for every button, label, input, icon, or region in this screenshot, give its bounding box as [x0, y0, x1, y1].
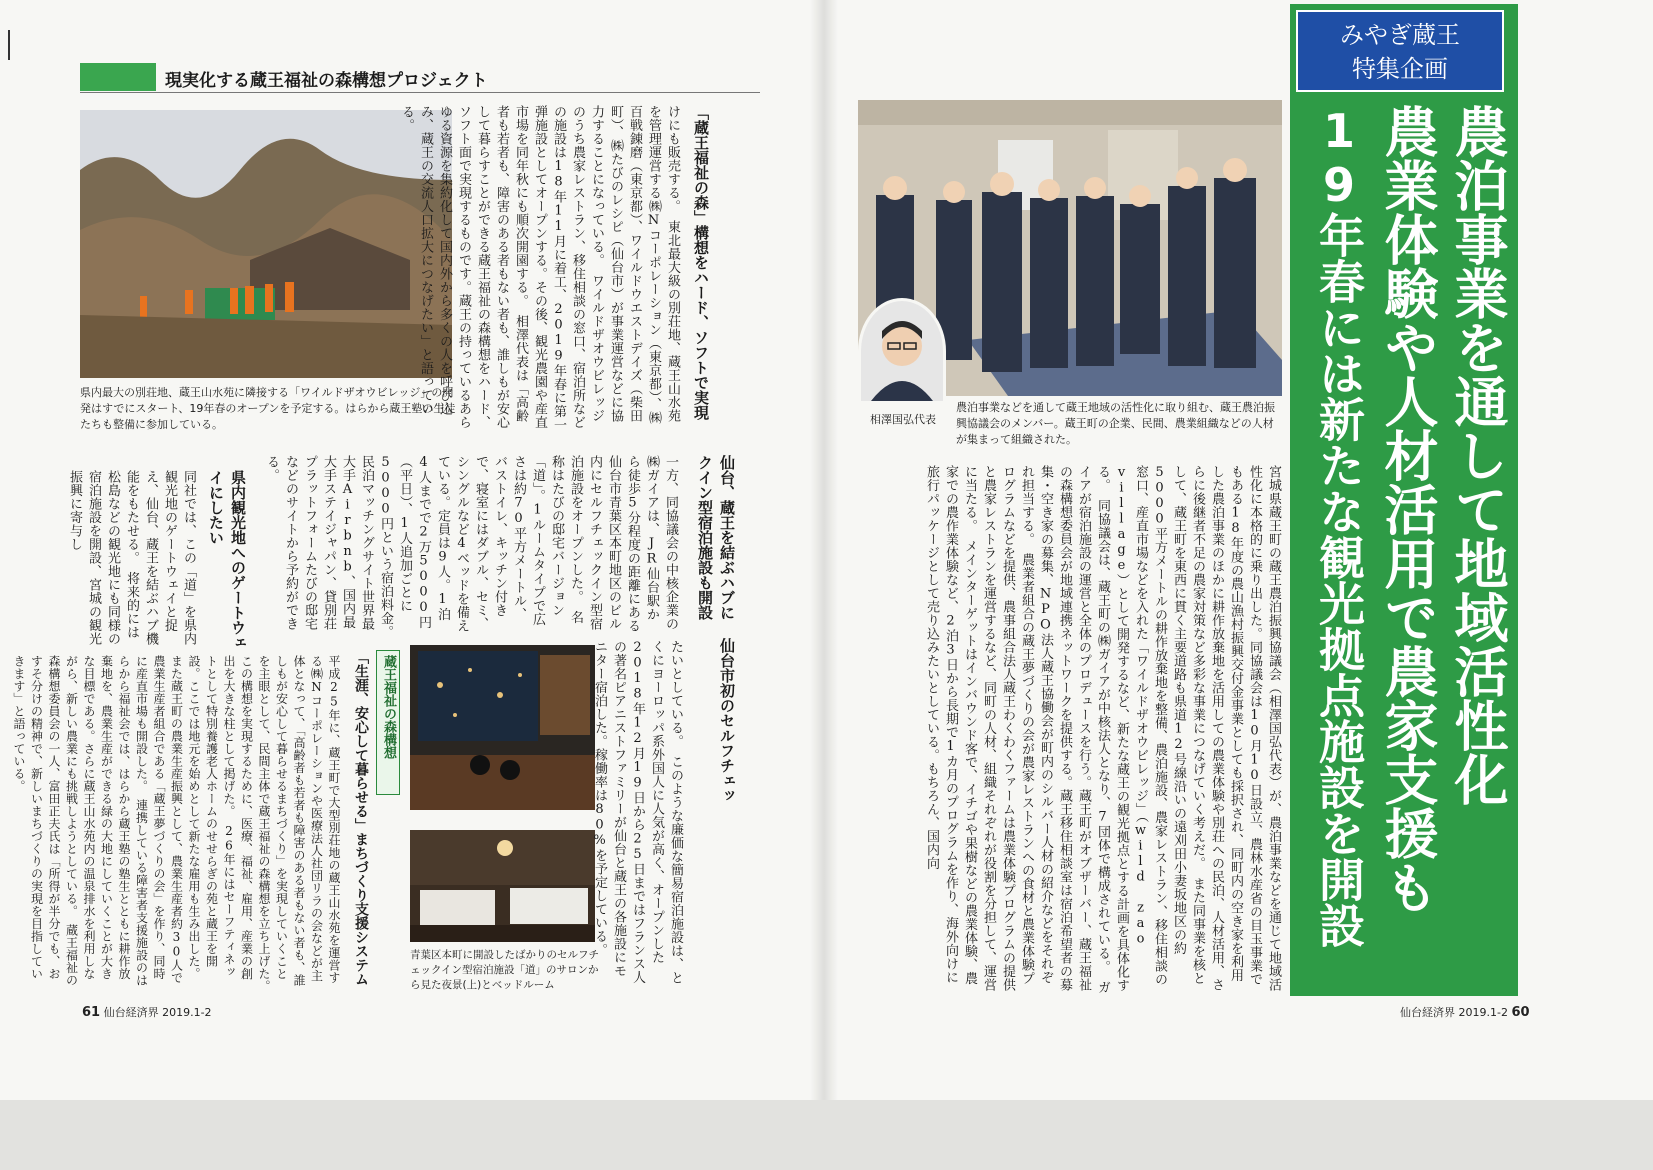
right-column: 農業者組合の蔵王夢づくりの会が農家レストランへの食材と農業体験プログラムなどを提供、農事組合法人蔵王わくわくファームは農業体験プログラムの提供と農家レストランを運営するなど、同町の人材、組織それぞれが役割を分担して、運営に当たる。 — [962, 465, 1034, 992]
hub-columns-continued — [592, 640, 685, 985]
right-column: また同事業を核として、蔵王町を東西に貫く主要道路も県道12号線沿いの遠刈田小妻坂地区の約5000平方メートルの耕作放棄地を整備、農泊施設、農家レストラン、移住相談の窓口、産直市場などを入れた「ワイルドザオウビレッジ」（wild zao village）として開発するなど、新たな蔵王の観光拠点とする計画を具体化する。 — [1095, 465, 1205, 992]
forest-concept-heading: 「生涯、安心して暮らせる」まちづくり支援システム — [353, 650, 369, 986]
right-column: 宮城県蔵王町の蔵王農泊振興協議会（相澤国弘代表）が、農泊事業などを通じて地域活性化に本格的に乗り出した。同協議会は10月10日設立、農林水産省の目玉事業でもある18年度の農山漁村振興交付金事業としても採択され、同町内の空き家を利用した農泊事業のほかに耕作放棄地を活用しての農業体験や別荘への民泊、人材活用、さらに後継者不足の農家対策など多彩な事業につなげていく考えだ。 — [1190, 465, 1281, 992]
gateway-column: 将来的には松島などの観光地にも同様の宿泊施設を開設、宮城の観光振興に寄与し — [67, 470, 139, 646]
hub-column: 名称はたびの邸宅バージョン「道」。1ルームタイプで広さは約70平方メートル、バストイレ、キッチン付きで、寝室にはダブル、セミ、シングルなど4ベッドを備えている。定員は9人。1泊4人までで2万5000円（平日）、1人追加ごとに5000円という宿泊料金。 — [378, 455, 583, 633]
headline-line-3: 19年春には新たな観光拠点施設を開設 — [1312, 104, 1366, 948]
section-label-bar — [80, 63, 156, 91]
gateway-column: 同社では、この「道」を県内観光地のゲートウェイと捉え、仙台、蔵王を結ぶハブ機能をもたせる。 — [124, 470, 196, 646]
hotel-bedroom-photo — [410, 830, 595, 942]
left-top-column: 相澤代表は「高齢者も若者も、障害のある者もない者も、誰しもが安心して暮らすことができる蔵王福祉の森構想をハード、ソフト面で実現するものです。蔵王の持っているあらゆる資源を集約化して国内外から多くの人を呼び込み、蔵王の交流人口拡大につなげたい」と語っている。 — [399, 105, 528, 429]
gateway-heading: 県内観光地へのゲートウェイにしたい — [207, 470, 247, 650]
hub-column-continued: たいとしている。 — [668, 640, 683, 742]
portrait-photo — [858, 298, 946, 404]
forest-column: 平成25年に、蔵王町で大型別荘地の蔵王山水苑を運営する㈱Nコーポレーションや医療法人社団リラの会などが主体となって、「高齢者も若者も障害のある者もない者も、誰しもが安心して暮らせるまちづくり」を実現していくことを主眼として、民間主体で蔵王福祉の森構想を立ち上げた。 — [257, 655, 341, 987]
hub-column-continued: このような廉価な簡易宿泊施設は、とくにヨーロッパ系外国人に人気が高く、オープンした2018年12月19日から25日まではフランス人の著名ピアニストファミリーが仙台と蔵王の各施設にモニター宿泊した。稼働率は80%を予定している。 — [592, 640, 683, 985]
left-folio-title: 仙台経済界 2019.1-2 — [103, 1006, 212, 1019]
headline-line-1: 農泊事業を通して地域活性化 — [1446, 104, 1509, 806]
gateway-columns — [67, 470, 198, 648]
right-page-columns — [858, 465, 1283, 995]
banner-line-2: 特集企画 — [1352, 55, 1448, 83]
forest-column: 26年にはセーフティネットとして特別養護老人ホームのせせらぎの苑と蔵王を開設。ここでは地元を始めとして新たな雇用も生み出した。また蔵王町の農業生産振興として、農業生産者約30人で農業生産者組合である「蔵王夢づくりの会」を作り、同時に産直市場も開設した。 — [134, 655, 236, 984]
village-photo — [80, 110, 452, 378]
page-gutter — [810, 0, 838, 1100]
scan-background — [0, 1100, 1653, 1170]
village-photo-caption: 県内最大の別荘地、蔵王山水苑に隣接する「ワイルドザオウビレッジ」の開発はすでにスタート、19年春のオープンを予定する。はらから蔵王塾の生徒たちも整備に参加している。 — [80, 386, 456, 431]
section-label: 現実化する蔵王福祉の森構想プロジェクト — [165, 71, 488, 91]
left-page-number: 61 — [82, 1005, 101, 1020]
portrait-caption: 相澤国弘代表 — [870, 413, 936, 426]
feature-banner — [1296, 10, 1504, 92]
left-top-column: けにも販売する。 — [665, 105, 680, 207]
forest-concept-columns — [12, 655, 342, 990]
forest-column: 蔵王福祉の森構想委員会の一人、富田正夫氏は「所得が半分でも、おすそ分けの精神で、新しいまちづくりの実現を目指していきます」と語っている。 — [12, 655, 79, 987]
hub-columns — [264, 455, 680, 633]
binding-mark — [8, 30, 10, 60]
right-column: メインターゲットはインバウンド客で、イチゴや果樹などの農業体験、農家での農作業体験など、2泊3日から長期で1カ月のプログラムを作り、海外向けに旅行パッケージとして売り込みたいとしている。もちろん、国内向 — [924, 465, 977, 985]
right-folio-title: 仙台経済界 2019.1-2 — [1400, 1006, 1508, 1019]
right-folio — [1400, 1004, 1530, 1020]
banner-line-1: みやぎ蔵王 — [1340, 21, 1460, 49]
left-top-columns — [399, 105, 682, 435]
right-column: 同協議会は、蔵王町の㈱ガイアが中核法人となり、7団体で構成されている。 — [1095, 499, 1110, 967]
left-folio — [82, 1004, 212, 1020]
forest-column: 連携している障害者支援施設のはらから福祉会では、はらから蔵王塾の塾生とともに耕作放棄地を、農業生産ができる緑の大地にしていくことが大きな目標である。さらに蔵王山水苑内の温泉排水を利用しながら、新しい農業にも挑戦しようとしている。 — [64, 655, 149, 987]
right-column: ガイアが宿泊施設の運営と全体のプロデュースを行う。蔵王町がオブザーバー、蔵王福祉の森構想委員会が地域連携ネットワークを提供する。蔵王移住相談室は宿泊希望者の募集・空き家の募集、NPO法人蔵王協働会が町内のシルバー人材の紹介などをそれぞれ担当する。 — [1019, 465, 1110, 994]
top-heading: 「蔵王福祉の森」構想をハード、ソフトで実現 — [692, 105, 710, 420]
hub-column: 一方、同協議会の中核企業の㈱ガイアは、JR仙台駅から徒歩5分程度の距離にある仙台市青葉区本町地区のビル内にセルフチェックイン型宿泊施設をオープンした。 — [568, 455, 678, 633]
group-photo-caption: 農泊事業などを通して蔵王地域の活性化に取り組む、蔵王農泊振興協議会のメンバー。蔵王町の企業、民間、農業組織などの人材が集まって組織された。 — [956, 401, 1275, 446]
headline-line-2: 農業体験や人材活用で農家支援も — [1376, 104, 1439, 914]
left-top-column: 東北最大級の別荘地、蔵王山水苑を管理運営する㈱Nコーポレーション（東京都）、㈱百戦錬磨（東京都）、ワイルドウエストデイズ（柴田町）、㈱たびのレシピ（仙台市）が事業運営などに協力することになっている。 — [589, 105, 680, 425]
hub-heading: 仙台、蔵王を結ぶハブに 仙台市初のセルフチェックイン型宿泊施設も開設 — [696, 455, 736, 803]
section-rule — [80, 92, 760, 93]
headline — [1296, 104, 1512, 994]
forest-column: この構想を実現するために、医療、福祉、雇用、産業の創出を大きな柱として掲げた。 — [222, 655, 254, 980]
left-top-column: ワイルドザオウビレッジのうち農家レストラン、移住相談の窓口、宿泊所などの施設は18年11月に着工、2019年春に第一弾施設としてオープンする。その後、観光農園や産直市場を同年秋にも順次開園する。 — [513, 105, 604, 432]
forest-concept-label: 蔵王福祉の森構想 — [376, 650, 400, 795]
hotel-salon-photo — [410, 645, 595, 810]
right-page-number: 60 — [1511, 1005, 1530, 1020]
hub-column: 民泊マッチングサイト世界最大手Airbnb、国内最大手ステイジャパン、貸別荘プラットフォームたびの邸宅などのサイトから予約ができる。 — [264, 455, 374, 631]
hotel-photos-caption: 青葉区本町に開設したばかりのセルフチェックイン型宿泊施設「道」のサロンから見た夜景(上)とベッドルーム — [410, 949, 599, 991]
